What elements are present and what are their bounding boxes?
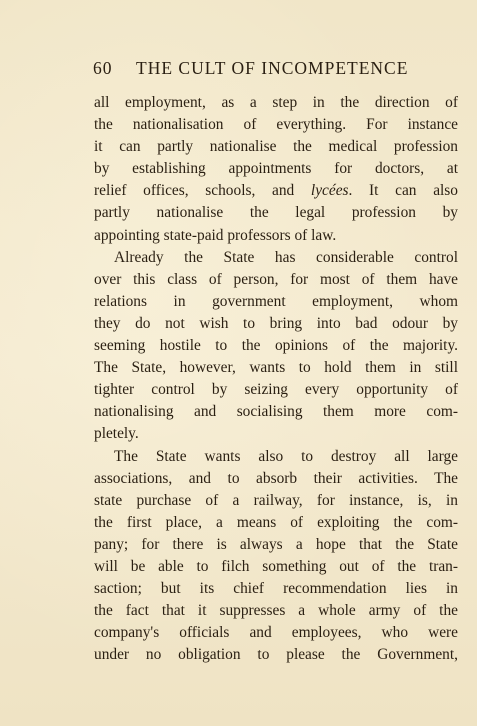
- text-line: relations in government employment, whom: [94, 292, 458, 310]
- text-line: seeming hostile to the opinions of the majority.: [94, 337, 458, 355]
- text-line: under no obligation to please the Government,: [94, 646, 458, 664]
- text-line: relief offices, schools, and lycées. It can also: [94, 182, 458, 200]
- text-line: appointing state-paid professors of law.: [94, 226, 337, 244]
- text-line: the first place, a means of exploiting the com-: [94, 513, 458, 531]
- text-line: the nationalisation of everything. For instance: [94, 116, 458, 134]
- text-line: it can partly nationalise the medical profession: [94, 138, 458, 156]
- paragraph-first-line: Already the State has considerable control: [114, 248, 458, 266]
- text-line: they do not wish to bring into bad odour by: [94, 314, 458, 332]
- text-line: nationalising and socialising them more com-: [94, 403, 458, 421]
- page-number: 60: [93, 58, 113, 78]
- text-line: partly nationalise the legal profession by: [94, 204, 458, 222]
- body-text: [94, 92, 458, 666]
- paragraph-first-line: The State wants also to destroy all large: [114, 447, 458, 465]
- page-header: [93, 58, 458, 82]
- text-line: pletely.: [94, 425, 139, 443]
- text-line: saction; but its chief recommendation lies in: [94, 580, 458, 598]
- text-line: state purchase of a railway, for instance, is, in: [94, 491, 458, 509]
- text-line: by establishing appointments for doctors, at: [94, 160, 458, 178]
- text-line: all employment, as a step in the direction of: [94, 94, 458, 111]
- italic-term: lycées: [310, 182, 349, 200]
- text-line: associations, and to absorb their activities. The: [94, 469, 458, 487]
- text-line: the fact that it suppresses a whole army of the: [94, 602, 458, 620]
- text-line: The State, however, wants to hold them in still: [94, 359, 458, 377]
- text-line: company's officials and employees, who were: [94, 624, 458, 642]
- text-line: tighter control by seizing every opportunity of: [94, 381, 458, 399]
- text-line: pany; for there is always a hope that the State: [94, 535, 458, 553]
- running-head: THE CULT OF INCOMPETENCE: [136, 58, 409, 78]
- text-line: will be able to filch something out of the tran-: [94, 557, 458, 575]
- text-line: over this class of person, for most of them have: [94, 270, 458, 288]
